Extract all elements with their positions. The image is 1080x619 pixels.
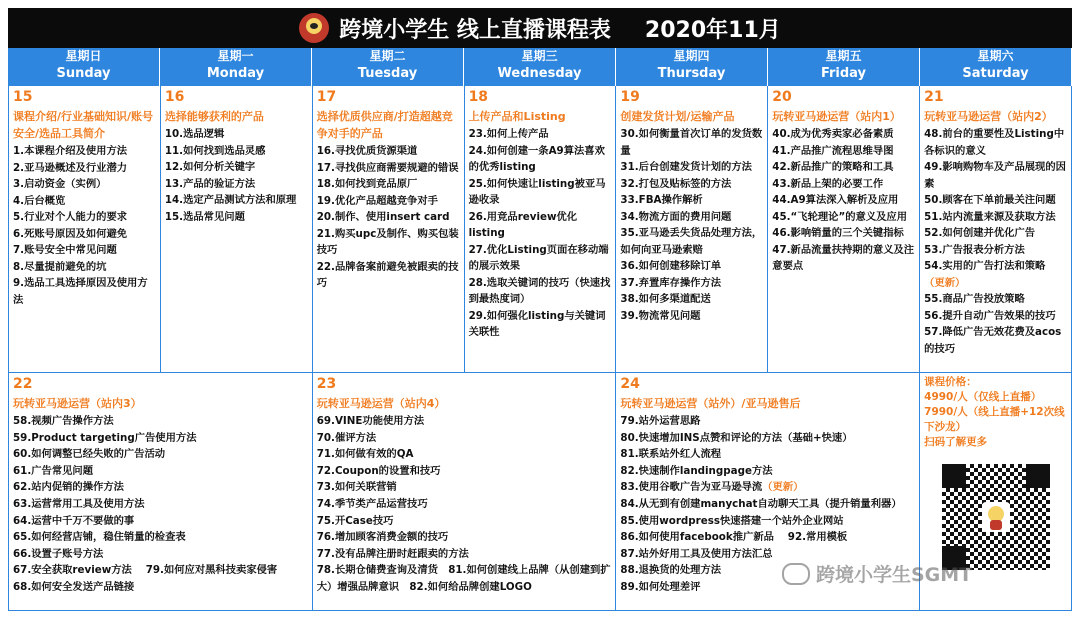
weekday-en: Tuesday	[357, 66, 418, 81]
lesson-item: 14.选定产品测试方法和原理	[164, 194, 297, 206]
weekday-tuesday	[312, 48, 464, 86]
lesson-item: 55.商品广告投放策略	[924, 293, 1025, 305]
day-cell	[920, 86, 1072, 373]
lesson-item: 33.FBA操作解析	[620, 194, 703, 206]
topic-title: 课程介绍/行业基础知识/账号安全/选品工具简介	[13, 110, 154, 140]
lesson-item: 69.VINE功能使用方法	[316, 415, 425, 427]
day-cell	[9, 86, 161, 373]
lesson-item: 4.后台概览	[13, 194, 66, 207]
weekday-en: Wednesday	[497, 66, 582, 81]
date-number: 20	[772, 89, 792, 105]
topic-title: 玩转亚马逊运营（站外）/亚马逊售后	[620, 397, 801, 410]
lesson-item: 51.站内流量来源及获取方法	[924, 210, 1056, 223]
day-cell	[161, 86, 313, 373]
page-title: 跨境小学生 线上直播课程表	[339, 17, 611, 43]
lesson-item: 76.增加顾客消费金额的技巧	[316, 531, 449, 544]
lesson-item: 74.季节类产品运营技巧	[316, 497, 428, 510]
date-number: 24	[620, 376, 640, 392]
lesson-item: 11.如何找到选品灵感	[164, 144, 266, 157]
lesson-item: 62.站内促销的操作方法	[13, 481, 124, 494]
lesson-item: 67.安全获取review方法 79.如何应对黑科技卖家侵害	[13, 564, 278, 577]
lesson-item: 79.站外运营思路	[620, 415, 701, 427]
day-cell	[9, 373, 313, 611]
lesson-item: 3.启动资金（实例）	[13, 178, 107, 190]
lesson-item: 16.寻找优质货源渠道	[316, 145, 418, 157]
lesson-item: 70.催评方法	[316, 431, 377, 444]
month-label: 2020年11月	[644, 17, 781, 43]
lesson-item: 47.新品流量扶持期的意义及注意要点	[772, 243, 915, 272]
header-bar	[8, 8, 1072, 48]
day-cell	[768, 86, 920, 373]
lesson-item: 13.产品的验证方法	[164, 177, 256, 190]
topic-title: 选择优质供应商/打造超越竞争对手的产品	[316, 110, 453, 140]
lesson-item: 83.使用谷歌广告为亚马逊导流（更新）	[620, 481, 804, 494]
lesson-item: 35.亚马逊丢失货品处理方法，如何向亚马逊索赔	[620, 227, 763, 256]
lesson-item: 28.选取关键词的技巧（快速找到最热度词）	[468, 276, 611, 305]
topic-title: 创建发货计划/运输产品	[620, 110, 735, 123]
lesson-item: 5.行业对个人能力的要求	[13, 211, 128, 223]
lesson-item: 18.如何找到竞品原厂	[316, 178, 418, 190]
lesson-item: 22.品牌备案前避免被跟卖的技巧	[316, 260, 459, 289]
weekday-header-row	[8, 48, 1072, 86]
lesson-item: 57.降低广告无效花费及acos的技巧	[924, 326, 1062, 355]
lesson-item: 17.寻找供应商需要规避的错误	[316, 161, 459, 174]
lesson-item: 72.Coupon的设置和技巧	[316, 464, 441, 477]
weekday-cn: 星期六	[977, 49, 1014, 63]
weekday-en: Monday	[206, 66, 265, 81]
lesson-item: 25.如何快速让listing被亚马逊收录	[468, 177, 606, 206]
lesson-item: 73.如何关联营销	[316, 481, 397, 494]
lesson-item: 78.长期仓储费查询及清货 81.如何创建线上品牌（从创建到扩大）增强品牌意识 82.如何给品牌创建LOGO	[316, 564, 611, 593]
lesson-item: 36.如何创建移除订单	[620, 260, 722, 272]
lesson-item: 1.本课程介绍及使用方法	[13, 145, 128, 157]
calendar-grid	[8, 48, 1072, 611]
topic-title: 玩转亚马逊运营（站内4）	[316, 397, 446, 410]
lesson-item: 2.亚马逊概述及行业潜力	[13, 161, 128, 174]
lesson-item: 19.优化产品超越竞争对手	[316, 194, 438, 207]
lesson-item: 58.视频广告操作方法	[13, 415, 114, 427]
weekday-cn: 星期五	[825, 49, 862, 63]
date-number: 18	[468, 89, 489, 105]
scan-hint: 扫码了解更多	[924, 436, 988, 448]
weekday-cn: 星期一	[217, 49, 254, 63]
topic-title: 选择能够获利的产品	[164, 110, 264, 123]
day-cell	[313, 373, 617, 611]
weekday-cn: 星期二	[369, 49, 406, 63]
lesson-item: 61.广告常见问题	[13, 464, 94, 477]
topic-title: 玩转亚马逊运营（站内1）	[772, 110, 901, 123]
weekday-friday	[768, 48, 920, 86]
date-number: 23	[316, 376, 337, 392]
qr-mascot-icon	[982, 502, 1010, 532]
lesson-item: 53.广告报表分析方法	[924, 243, 1025, 256]
date-number: 21	[924, 89, 944, 105]
lesson-item: 26.用竞品review优化listing	[468, 210, 578, 239]
lesson-item: 40.成为优秀卖家必备素质	[772, 128, 894, 140]
lesson-item: 29.如何强化listing与关键词关联性	[468, 309, 606, 338]
watermark	[782, 560, 972, 587]
lesson-item: 39.物流常见问题	[620, 309, 701, 322]
watermark-text: 跨境小学生SGMT	[816, 564, 973, 586]
weekday-cn: 星期四	[673, 49, 710, 63]
lesson-item: 68.如何安全发送产品链接	[13, 580, 135, 593]
lesson-item: 71.如何做有效的QA	[316, 448, 414, 461]
price-option-2: 7990/人（线上直播+12次线下沙龙）	[924, 406, 1065, 433]
lesson-item: 30.如何衡量首次订单的发货数量	[620, 128, 763, 157]
lesson-item: 85.使用wordpress快速搭建一个站外企业网站	[620, 514, 844, 527]
lesson-item: 46.影响销量的三个关键指标	[772, 227, 904, 239]
date-number: 19	[620, 89, 640, 105]
weekday-en: Thursday	[657, 66, 726, 81]
lesson-item: 54.实用的广告打法和策略	[924, 260, 1046, 272]
lesson-item: 49.影响购物车及产品展现的因素	[924, 161, 1066, 190]
lesson-item: 63.运营常用工具及使用方法	[13, 497, 145, 510]
lesson-item: 24.如何创建一条A9算法喜欢的优秀listing	[468, 144, 605, 173]
weekday-wednesday	[464, 48, 616, 86]
lesson-item: 43.新品上架的必要工作	[772, 177, 884, 190]
lesson-item: 89.如何处理差评	[620, 580, 701, 593]
date-number: 16	[164, 89, 185, 105]
lesson-item: 45.“飞轮理论”的意义及应用	[772, 210, 908, 223]
date-number: 17	[316, 89, 337, 105]
lesson-item: 86.如何使用facebook推广新品 92.常用模板	[620, 531, 848, 544]
lesson-item: 52.如何创建并优化广告	[924, 227, 1036, 239]
price-option-1: 4990/人（仅线上直播）	[924, 391, 1042, 403]
wechat-icon	[782, 563, 810, 585]
lesson-item: 21.购买upc及制作、购买包装技巧	[316, 227, 459, 256]
lesson-item: 34.物流方面的费用问题	[620, 210, 732, 223]
lesson-item: 64.运营中千万不要做的事	[13, 514, 135, 527]
lesson-item: 44.A9算法深入解析及应用	[772, 194, 899, 206]
lesson-item: 12.如何分析关键字	[164, 161, 256, 173]
lesson-item: 37.弃置库存操作方法	[620, 276, 722, 289]
lesson-item: 31.后台创建发货计划的方法	[620, 161, 752, 173]
week-row-1	[8, 86, 1072, 373]
lesson-item: 77.没有品牌注册时赶跟卖的方法	[316, 547, 469, 560]
topic-title: 玩转亚马逊运营（站内2）	[924, 110, 1053, 123]
lesson-item: 75.开Case技巧	[316, 514, 394, 527]
date-number: 15	[13, 89, 33, 105]
lesson-item: 82.快速制作landingpage方法	[620, 464, 773, 477]
lesson-item: 8.尽量提前避免的坑	[13, 260, 107, 273]
weekday-thursday	[616, 48, 768, 86]
lesson-item: 65.如何经营店铺，稳住销量的检查表	[13, 531, 186, 544]
mascot-logo-icon	[299, 13, 329, 43]
lesson-item: 15.选品常见问题	[164, 210, 245, 223]
weekday-en: Sunday	[56, 66, 111, 81]
lesson-item: 87.站外好用工具及使用方法汇总	[620, 547, 773, 560]
weekday-saturday	[920, 48, 1072, 86]
lesson-item: 42.新品推广的策略和工具	[772, 161, 894, 173]
lesson-item: 48.前台的重要性及Listing中各标识的意义	[924, 128, 1065, 157]
lesson-item: 7.账号安全中常见问题	[13, 244, 117, 256]
lesson-item: 88.退换货的处理方法	[620, 564, 722, 577]
day-cell	[616, 86, 768, 373]
lesson-item: 66.设置子账号方法	[13, 547, 104, 560]
lesson-item: 60.如何调整已经失败的广告活动	[13, 448, 166, 461]
lesson-item: 41.产品推广流程思维导图	[772, 144, 894, 157]
weekday-cn: 星期日	[65, 49, 102, 63]
lesson-item: 50.顾客在下单前最关注问题	[924, 194, 1056, 206]
lesson-item: 80.快速增加INS点赞和评论的方法（基础+快速）	[620, 431, 853, 444]
lesson-item: 23.如何上传产品	[468, 128, 549, 140]
lesson-item: 56.提升自动广告效果的技巧	[924, 309, 1056, 322]
lesson-item: 9.选品工具选择原因及使用方法	[13, 277, 148, 306]
qr-code-icon	[942, 464, 1050, 570]
topic-title: 上传产品和Listing	[468, 110, 566, 123]
lesson-item: 10.选品逻辑	[164, 128, 225, 140]
topic-title: 玩转亚马逊运营（站内3）	[13, 397, 142, 410]
lesson-item: 27.优化Listing页面在移动端的展示效果	[468, 243, 609, 272]
lesson-item: 84.从无到有创建manychat自动聊天工具（提升销量利器）	[620, 497, 902, 510]
lesson-item: 59.Product targeting广告使用方法	[13, 431, 197, 444]
price-label: 课程价格：	[924, 376, 977, 388]
lesson-item: 32.打包及贴标签的方法	[620, 177, 732, 190]
weekday-en: Saturday	[962, 66, 1029, 81]
weekday-sunday	[8, 48, 160, 86]
day-cell	[313, 86, 465, 373]
lesson-item: 6.死账号原因及如何避免	[13, 227, 128, 240]
lesson-item: （更新）	[924, 276, 966, 289]
lesson-item: 20.制作、使用insert card	[316, 211, 450, 223]
date-number: 22	[13, 376, 33, 392]
weekday-monday	[160, 48, 312, 86]
update-tag: （更新）	[762, 481, 804, 494]
lesson-item: 81.联系站外红人流程	[620, 448, 722, 461]
lesson-item: 38.如何多渠道配送	[620, 293, 711, 305]
weekday-cn: 星期三	[521, 49, 558, 63]
weekday-en: Friday	[820, 66, 867, 81]
day-cell	[465, 86, 617, 373]
